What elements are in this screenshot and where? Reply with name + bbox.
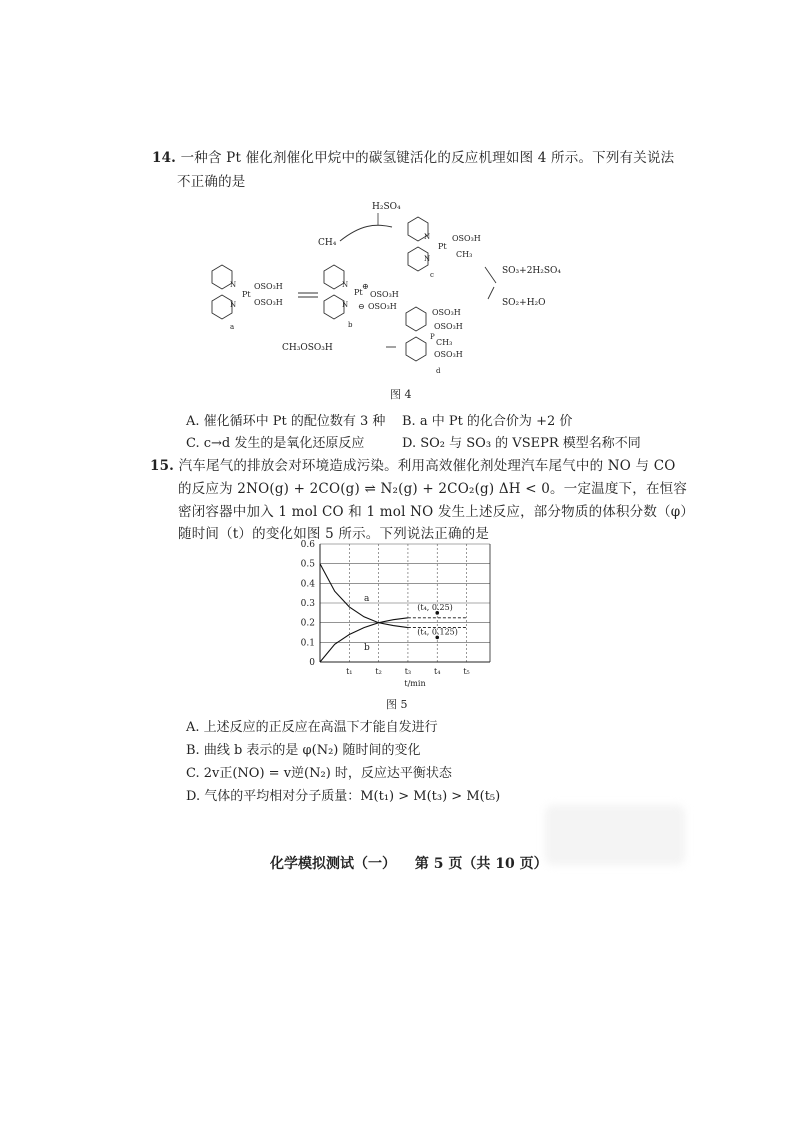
- y-tick-label: 0.5: [300, 559, 315, 570]
- footer-subject: 化学模拟测试（一）: [270, 856, 396, 872]
- product-ch3oso3h: CH₃OSO₃H: [282, 343, 333, 353]
- svg-text:Pt: Pt: [242, 290, 251, 299]
- x-axis-label: t/min: [404, 679, 426, 688]
- curve-label-b: b: [363, 643, 370, 654]
- output-so3: SO₃+2H₂SO₄: [502, 266, 562, 276]
- q15-stem-line1: 汽车尾气的排放会对环境造成污染。利用高效催化剂处理汽车尾气中的 NO 与 CO: [178, 458, 676, 474]
- ch4-label: CH₄: [318, 238, 337, 248]
- x-tick-label: t₅: [463, 667, 470, 676]
- svg-text:a: a: [230, 323, 235, 331]
- svg-text:N: N: [230, 301, 237, 309]
- y-tick-label: 0: [309, 658, 315, 668]
- svg-text:N: N: [342, 301, 349, 309]
- x-tick-label: t₃: [404, 667, 412, 676]
- compound-b: [324, 265, 399, 329]
- footer-page: 第 5 页（共 10 页）: [414, 856, 548, 872]
- x-tick-label: t₄: [434, 667, 441, 676]
- q15-option-c: C. 2v正(NO) = v逆(N₂) 时，反应达平衡状态: [186, 766, 452, 781]
- q14-option-c: C. c→d 发生的是氧化还原反应: [186, 436, 365, 451]
- figure-4-mechanism: [200, 195, 600, 410]
- q15-option-a: A. 上述反应的正反应在高温下才能自发进行: [186, 720, 438, 735]
- svg-text:CH₃: CH₃: [436, 338, 453, 347]
- q15-option-b: B. 曲线 b 表示的是 φ(N₂) 随时间的变化: [186, 743, 421, 758]
- annotation-label: (t₄, 0.125): [417, 627, 458, 637]
- y-tick-label: 0.4: [300, 579, 315, 590]
- y-tick-label: 0.2: [300, 618, 315, 629]
- svg-text:Pt: Pt: [438, 242, 447, 251]
- curve-label-a: a: [363, 594, 370, 605]
- svg-text:OSO₃H: OSO₃H: [254, 298, 283, 307]
- svg-text:⊖: ⊖: [358, 302, 365, 311]
- svg-text:N: N: [342, 281, 349, 289]
- svg-text:P: P: [430, 333, 435, 341]
- q15-stem-line2: 的反应为 2NO(g) + 2CO(g) ⇌ N₂(g) + 2CO₂(g) ΔH < 0。一定温度下，在恒容: [178, 481, 688, 497]
- svg-text:OSO₃H: OSO₃H: [370, 290, 399, 299]
- svg-text:OSO₃H: OSO₃H: [368, 302, 397, 311]
- scan-smudge: [545, 805, 685, 865]
- q14-option-a: A. 催化循环中 Pt 的配位数有 3 种: [186, 414, 386, 429]
- annotation-label: (t₄, 0.25): [417, 602, 453, 612]
- q14-number: 14.: [152, 150, 177, 166]
- svg-text:⊕: ⊕: [362, 282, 369, 291]
- figure-5-caption: 图 5: [386, 698, 408, 711]
- q15-stem-line4: 随时间（t）的变化如图 5 所示。下列说法正确的是: [178, 526, 490, 542]
- svg-text:N: N: [424, 255, 431, 263]
- q14-option-b: B. a 中 Pt 的化合价为 +2 价: [402, 414, 573, 429]
- series-line-b: [320, 618, 408, 662]
- compound-d: [406, 307, 463, 375]
- svg-text:OSO₃H: OSO₃H: [254, 282, 283, 291]
- q15-option-d: D. 气体的平均相对分子质量：M(t₁) > M(t₃) > M(t₅): [186, 789, 501, 804]
- svg-text:d: d: [436, 367, 441, 375]
- svg-text:OSO₃H: OSO₃H: [434, 350, 463, 359]
- compound-c: [408, 217, 481, 279]
- reagent-h2so4: H₂SO₄: [372, 202, 401, 212]
- svg-text:N: N: [230, 281, 237, 289]
- q14-option-d: D. SO₂ 与 SO₃ 的 VSEPR 模型名称不同: [402, 436, 641, 451]
- figure-5-chart: [290, 536, 520, 694]
- x-tick-label: t₁: [346, 667, 353, 676]
- figure-4-caption: 图 4: [390, 388, 412, 401]
- svg-text:N: N: [424, 233, 431, 241]
- svg-text:Pt: Pt: [354, 288, 363, 297]
- svg-text:OSO₃H: OSO₃H: [434, 322, 463, 331]
- svg-text:OSO₃H: OSO₃H: [452, 234, 481, 243]
- svg-text:c: c: [430, 271, 434, 279]
- q14-stem-line1: 一种含 Pt 催化剂催化甲烷中的碳氢键活化的反应机理如图 4 所示。下列有关说法: [180, 150, 675, 166]
- svg-text:CH₃: CH₃: [456, 250, 473, 259]
- q14-line1: [152, 146, 674, 166]
- svg-text:OSO₃H: OSO₃H: [432, 308, 461, 317]
- svg-text:b: b: [348, 321, 353, 329]
- output-so2: SO₂+H₂O: [502, 298, 546, 308]
- y-tick-label: 0.3: [300, 599, 315, 609]
- x-tick-label: t₂: [375, 667, 382, 676]
- y-tick-label: 0.1: [300, 638, 315, 649]
- q15-number: 15.: [150, 458, 175, 474]
- page-footer: [270, 853, 548, 873]
- compound-a: [212, 265, 283, 331]
- q14-stem-line2: 不正确的是: [177, 174, 246, 190]
- q15-line1: [150, 454, 676, 474]
- q15-stem-line3: 密闭容器中加入 1 mol CO 和 1 mol NO 发生上述反应，部分物质的体积分数（φ）: [178, 504, 695, 520]
- y-tick-label: 0.6: [300, 540, 315, 550]
- arrow-ch4-to-c: [340, 225, 392, 241]
